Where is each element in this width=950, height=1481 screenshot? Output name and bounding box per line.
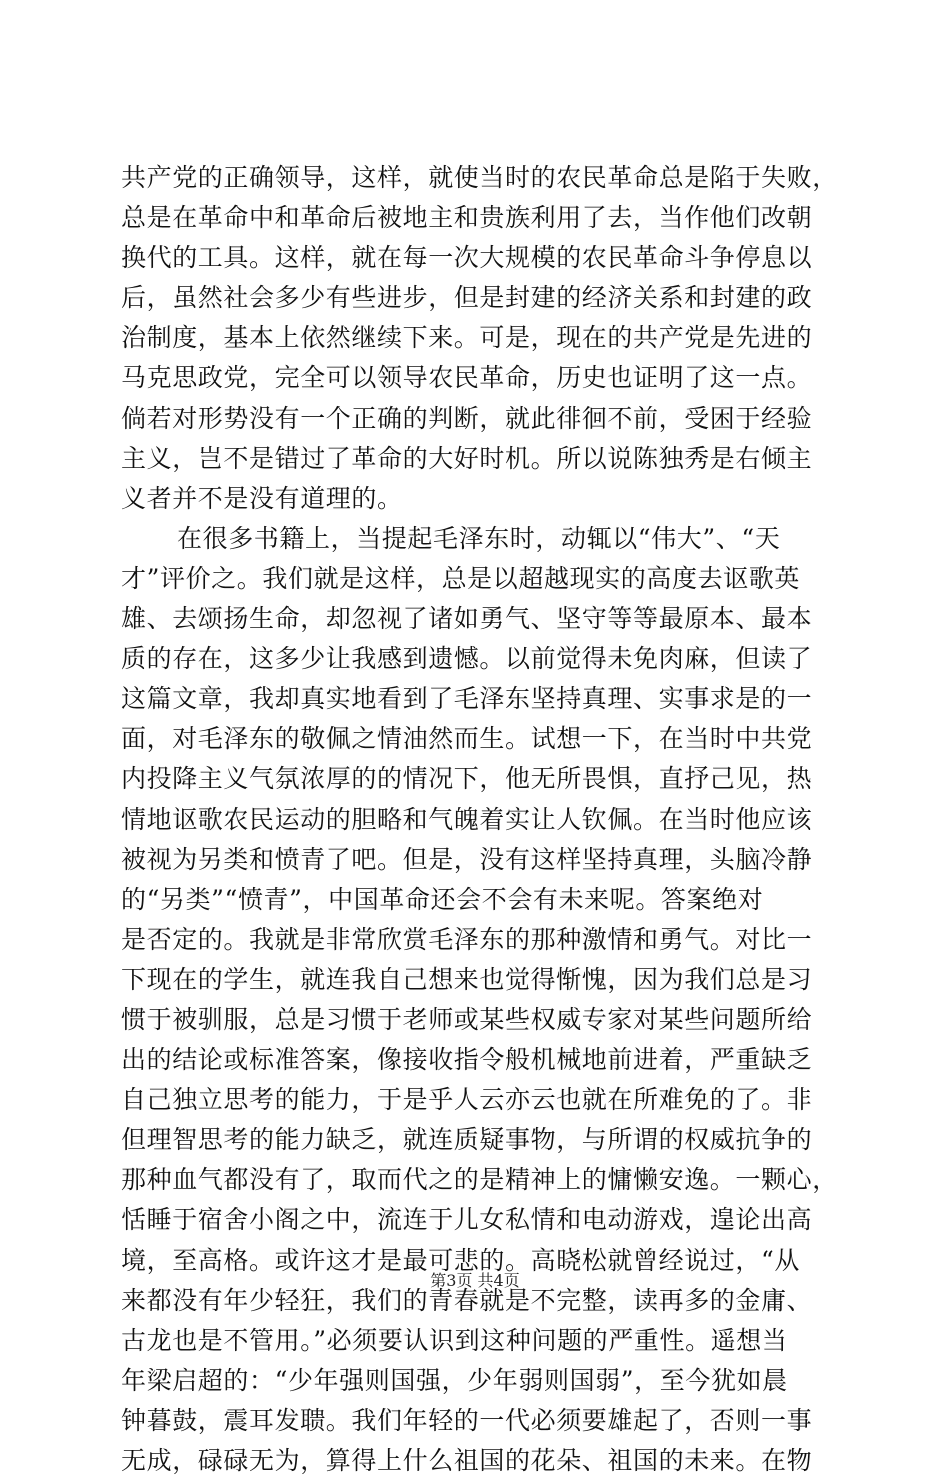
text-line: 换代的工具。这样，就在每一次大规模的农民革命斗争停息以 xyxy=(121,243,813,273)
text-line: 义者并不是没有道理的。 xyxy=(121,483,403,513)
text-line: 内投降主义气氛浓厚的的情况下，他无所畏惧，直抒己见，热 xyxy=(121,764,813,794)
paragraph xyxy=(121,519,838,1481)
text-line: 古龙也是不管用。”必须要认识到这种问题的严重性。遥想当 xyxy=(121,1325,788,1355)
text-line: 是否定的。我就是非常欣赏毛泽东的那种激情和勇气。对比一 xyxy=(121,924,813,954)
text-line: 自己独立思考的能力，于是乎人云亦云也就在所难免的了。非 xyxy=(121,1085,813,1115)
text-line: 后，虽然社会多少有些进步，但是封建的经济关系和封建的政 xyxy=(121,283,813,313)
text-line: 来都没有年少轻狂，我们的青春就是不完整，读再多的金庸、 xyxy=(121,1285,813,1315)
text-line: 的“另类”“愤青”，中国革命还会不会有未来呢。答案绝对 xyxy=(121,884,764,914)
text-line: 才”评价之。我们就是这样，总是以超越现实的高度去讴歌英 xyxy=(121,563,800,593)
text-line: 被视为另类和愤青了吧。但是，没有这样坚持真理，头脑冷静 xyxy=(121,844,813,874)
text-line: 雄、去颂扬生命，却忽视了诸如勇气、坚守等等最原本、最本 xyxy=(121,604,813,634)
text-line: 在很多书籍上，当提起毛泽东时，动辄以“伟大”、“天 xyxy=(177,523,781,553)
text-line: 出的结论或标准答案，像接收指令般机械地前进着，严重缺乏 xyxy=(121,1045,813,1075)
text-line: 无成，碌碌无为，算得上什么祖国的花朵、祖国的未来。在物 xyxy=(121,1446,813,1475)
paragraph xyxy=(121,158,838,519)
text-line: 治制度，基本上依然继续下来。可是，现在的共产党是先进的 xyxy=(121,323,813,353)
text-line: 惯于被驯服，总是习惯于老师或某些权威专家对某些问题所给 xyxy=(121,1004,813,1034)
text-line: 那种血气都没有了，取而代之的是精神上的慵懒安逸。一颗心， xyxy=(121,1165,838,1195)
text-line: 马克思政党，完全可以领导农民革命，历史也证明了这一点。 xyxy=(121,363,813,393)
page-number-footer: 第3页 共4页 xyxy=(430,1271,520,1290)
text-line: 这篇文章，我却真实地看到了毛泽东坚持真理、实事求是的一 xyxy=(121,684,813,714)
text-line: 倘若对形势没有一个正确的判断，就此徘徊不前，受困于经验 xyxy=(121,403,813,433)
text-line: 年梁启超的：“少年强则国强，少年弱则国弱”，至今犹如晨 xyxy=(121,1365,788,1395)
text-line: 共产党的正确领导，这样，就使当时的农民革命总是陷于失败， xyxy=(121,163,838,192)
text-line: 境，至高格。或许这才是最可悲的。高晓松就曾经说过，“从 xyxy=(121,1245,800,1275)
text-line: 情地讴歌农民运动的胆略和气魄着实让人钦佩。在当时他应该 xyxy=(121,804,813,834)
text-line: 但理智思考的能力缺乏，就连质疑事物，与所谓的权威抗争的 xyxy=(121,1125,813,1155)
text-line: 面，对毛泽东的敬佩之情油然而生。试想一下，在当时中共党 xyxy=(121,724,813,754)
text-line: 恬睡于宿舍小阁之中，流连于儿女私情和电动游戏，遑论出高 xyxy=(121,1205,813,1235)
text-line: 下现在的学生，就连我自己想来也觉得惭愧，因为我们总是习 xyxy=(121,964,813,994)
text-line: 总是在革命中和革命后被地主和贵族利用了去，当作他们改朝 xyxy=(121,203,813,233)
text-line: 钟暮鼓，震耳发聩。我们年轻的一代必须要雄起了，否则一事 xyxy=(121,1405,813,1435)
text-line: 主义，岂不是错过了革命的大好时机。所以说陈独秀是右倾主 xyxy=(121,443,813,473)
text-line: 质的存在，这多少让我感到遗憾。以前觉得未免肉麻，但读了 xyxy=(121,644,813,674)
